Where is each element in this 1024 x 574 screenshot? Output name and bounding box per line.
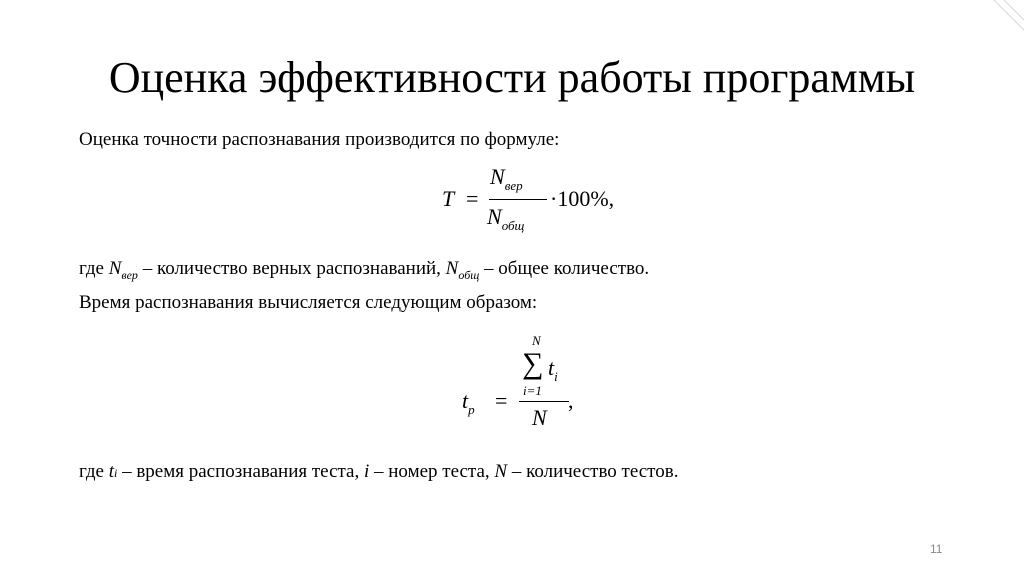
def2-text1: – время распознавания теста, xyxy=(117,461,364,482)
def1-var2-sub: общ xyxy=(458,268,480,282)
formula1-multiplier: ·100%, xyxy=(550,186,615,211)
formula2-denominator: N xyxy=(532,405,547,430)
denominator-var: N xyxy=(487,204,502,229)
denominator-sub: общ xyxy=(501,218,525,233)
sum-term-var: t xyxy=(548,355,555,380)
def1-prefix: где xyxy=(79,258,109,279)
sum-lower-limit: i=1 xyxy=(523,383,542,398)
corner-decoration xyxy=(984,0,1024,40)
def2-var2: i xyxy=(363,461,370,482)
formula2-fraction-bar xyxy=(519,401,569,402)
def2-var1-sub: i xyxy=(113,466,118,480)
definition1-text xyxy=(79,257,649,282)
formula2-lhs xyxy=(462,388,475,417)
definition2-text xyxy=(79,460,678,485)
numerator-var: N xyxy=(490,164,505,189)
def2-prefix: где xyxy=(79,461,109,482)
slide-title: Оценка эффективности работы программы xyxy=(108,53,916,102)
formula1-fraction-bar xyxy=(489,199,547,200)
formula2-equals: = xyxy=(495,388,508,413)
def1-var1-sub: вер xyxy=(121,268,138,282)
lhs-var: t xyxy=(462,388,469,413)
sum-term xyxy=(548,355,558,384)
def2-text2: – номер теста, xyxy=(369,461,495,482)
formula1-lhs: T xyxy=(442,186,455,211)
intro-text: Оценка точности распознавания производится по формуле: xyxy=(79,129,560,150)
def1-text2: – общее количество. xyxy=(479,258,650,279)
def2-var1: t xyxy=(108,461,114,482)
lhs-sub: p xyxy=(468,402,475,417)
formula1-equals: = xyxy=(466,186,479,211)
formula1-denominator xyxy=(487,204,525,233)
page-number: 11 xyxy=(930,542,943,556)
time-formula xyxy=(462,333,602,443)
formula2-trail: , xyxy=(568,388,574,413)
def2-var3: N xyxy=(494,461,508,482)
def1-text1: – количество верных распознаваний, xyxy=(137,258,446,279)
time-text: Время распознавания вычисляется следующим образом: xyxy=(79,292,538,313)
sum-term-sub: i xyxy=(554,369,558,384)
def1-var1: N xyxy=(108,258,122,279)
def1-var2: N xyxy=(445,258,459,279)
numerator-sub: вер xyxy=(504,178,523,193)
sum-symbol: ∑ xyxy=(522,347,544,380)
def2-text3: – количество тестов. xyxy=(507,461,679,482)
accuracy-formula xyxy=(442,164,632,240)
sum-upper-limit: N xyxy=(532,333,541,348)
formula1-numerator xyxy=(490,164,523,193)
